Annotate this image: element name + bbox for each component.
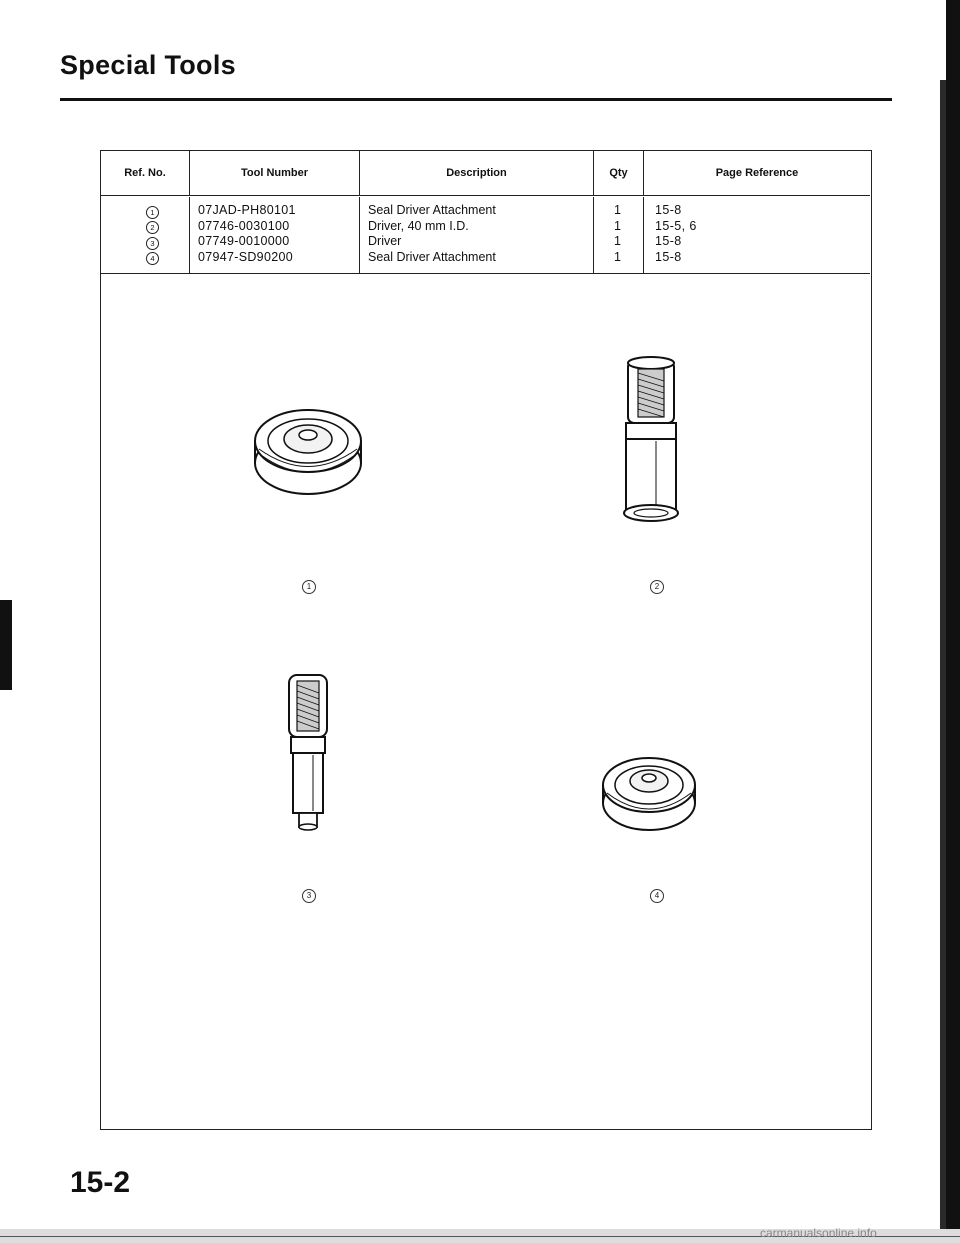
page-number: 15-2 [70,1166,131,1199]
header-tool-number: Tool Number [189,151,359,195]
callout-4: 4 [650,889,664,903]
page-reference: 15-8 [655,249,682,264]
ref-column [101,197,189,273]
page-reference: 15-5, 6 [655,218,697,233]
tool-number: 07746-0030100 [198,218,290,233]
page-reference: 15-8 [655,234,682,248]
ref-marker: 2 [146,221,159,234]
header-page-reference: Page Reference [643,151,870,195]
callout-3: 3 [302,889,316,903]
page-title: Special Tools [60,50,236,80]
driver-40mm-illustration [616,351,686,531]
page-reference: 15-8 [655,203,682,217]
ref-marker: 3 [146,237,159,250]
header-ref-no: Ref. No. [124,167,166,179]
table-header-row [101,151,870,196]
watermark-text: carmanualsonline.info [760,1226,877,1240]
qty: 1 [614,218,621,233]
page-reference-column [643,197,870,273]
title-rule [60,98,892,101]
header-qty: Qty [593,151,643,195]
seal-driver-attachment-1-illustration [251,389,366,499]
qty: 1 [614,203,621,217]
qty: 1 [614,234,621,248]
seal-driver-attachment-4-illustration [599,741,699,836]
description: Seal Driver Attachment [368,203,496,217]
tool-number: 07749-0010000 [198,234,290,248]
callout-2: 2 [650,580,664,594]
header-description: Description [359,151,593,195]
description: Driver [368,234,402,248]
qty-column [593,197,643,273]
description-column [359,197,593,273]
driver-illustration [281,669,336,834]
description: Driver, 40 mm I.D. [368,218,469,233]
tool-number: 07JAD-PH80101 [198,203,296,217]
table-body [101,197,870,274]
tool-number-column [189,197,359,273]
callout-1: 1 [302,580,316,594]
left-margin-bar [0,600,12,690]
qty: 1 [614,249,621,264]
description: Seal Driver Attachment [368,249,496,264]
tools-frame [100,150,872,1130]
ref-marker: 4 [146,252,159,265]
ref-marker: 1 [146,206,159,219]
tool-number: 07947-SD90200 [198,249,293,264]
right-scan-edge [946,0,960,1243]
